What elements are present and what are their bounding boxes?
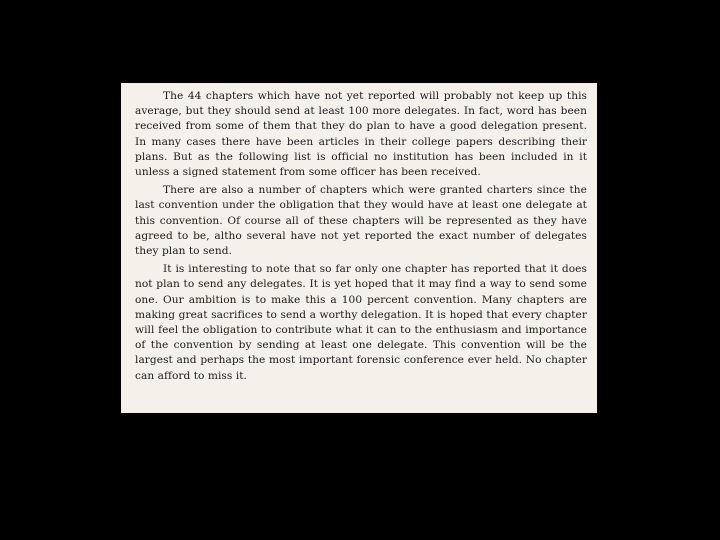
paragraph-new-chapters: There are also a number of chapters which were granted charters since the last convention under the obligation that they would have at least one delegate at this convention. Of course all of these chapters will be represented as they have agreed to be, altho several have not yet reported the exact number of delegates they plan to send. (135, 184, 587, 258)
paragraph-attendance-appeal: It is interesting to note that so far only one chapter has reported that it does not plan to send any delegates. It is yet hoped that it may find a way to send some one. Our ambition is to make this a 100 percent convention. Many chapters are making great sacrifices to send a worthy delegation. It is hoped that every chapter will feel the obligation to contribute what it can to the enthusiasm and importance of the convention by sending at least one delegate. This convention will be the largest and perhaps the most important forensic conference ever held. No chapter can afford to miss it. (135, 263, 587, 382)
paragraph-delegates-report: The 44 chapters which have not yet reported will probably not keep up this average, but they should send at least 100 more delegates. In fact, word has been received from some of them that they do plan to have a good delegation present. In many cases there have been articles in their college papers describing their plans. But as the following list is official no institution has been included in it unless a signed statement from some officer has been received. (135, 90, 587, 179)
scanned-page (121, 83, 597, 413)
